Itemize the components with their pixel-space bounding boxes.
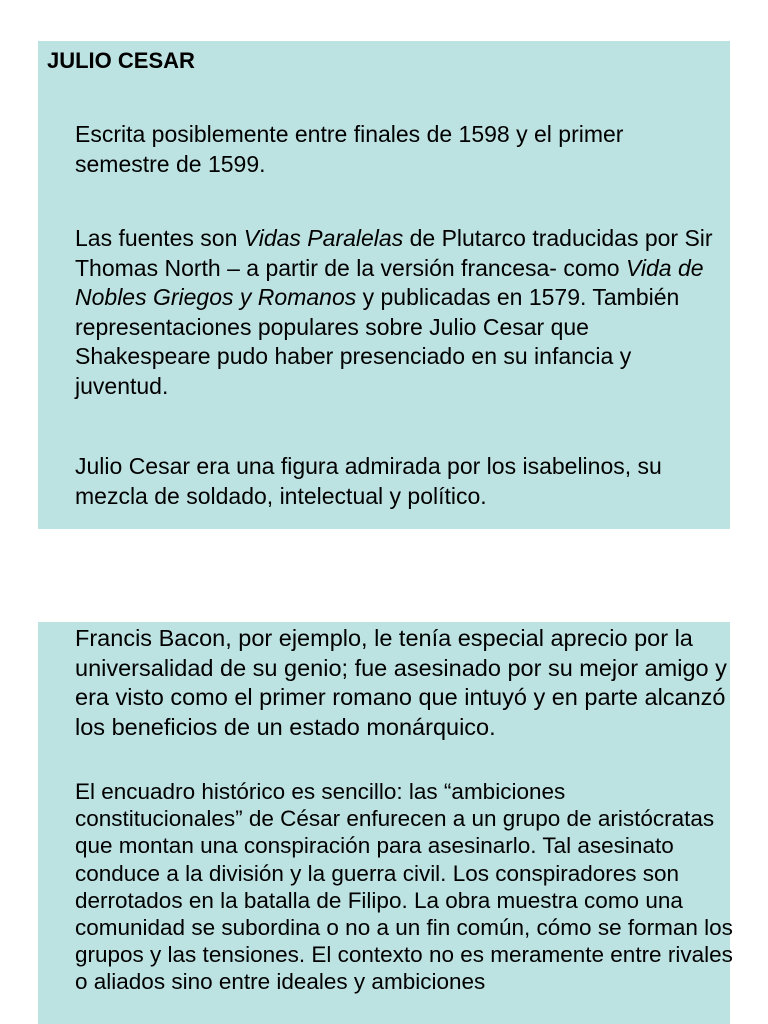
paragraph-sources [75,224,715,401]
paragraph-date: Escrita posiblemente entre finales de 1598 y el primer semestre de 1599. [75,121,624,177]
slide-title: JULIO CESAR [47,48,195,73]
sources-title-vida-de-nobles: Vida de Nobles Griegos y Romanos [75,254,704,310]
sources-text-1: Las fuentes son [75,225,244,251]
sources-text-2: de Plutarco traducidas por Sir Thomas North – a partir de la versión francesa- como [75,225,713,281]
slide-panel-top [38,41,730,529]
paragraph-figure: Julio Cesar era una figura admirada por los isabelinos, su mezcla de soldado, intelectual y político. [75,453,662,509]
paragraph-historical-frame: El encuadro histórico es sencillo: las “ambiciones constitucionales” de César enfurecen a un grupo de aristócratas que montan una conspiración para asesinarlo. Tal asesinato conduce a la división y la guerra civil. Los conspiradores son derrotados en la batalla de Filipo. La obra muestra como una comunidad se subordina o no a un fin común, cómo se forman los grupos y las tensiones. El contexto no es meramente entre rivales o aliados sino entre ideales y ambiciones [75,779,733,995]
slide-panel-bottom [38,622,733,1024]
sources-text-3: y publicadas en 1579. También representaciones populares sobre Julio Cesar que Shakespeare pudo haber presenciado en su infancia y juventud. [75,284,680,399]
sources-title-vidas-paralelas: Vidas Paralelas [243,225,404,251]
paragraph-bacon: Francis Bacon, por ejemplo, le tenía especial aprecio por la universalidad de su genio; fue asesinado por su mejor amigo y era visto como el primer romano que intuyó y en parte alcanzó los beneficios de un estado monárquico. [75,625,727,740]
